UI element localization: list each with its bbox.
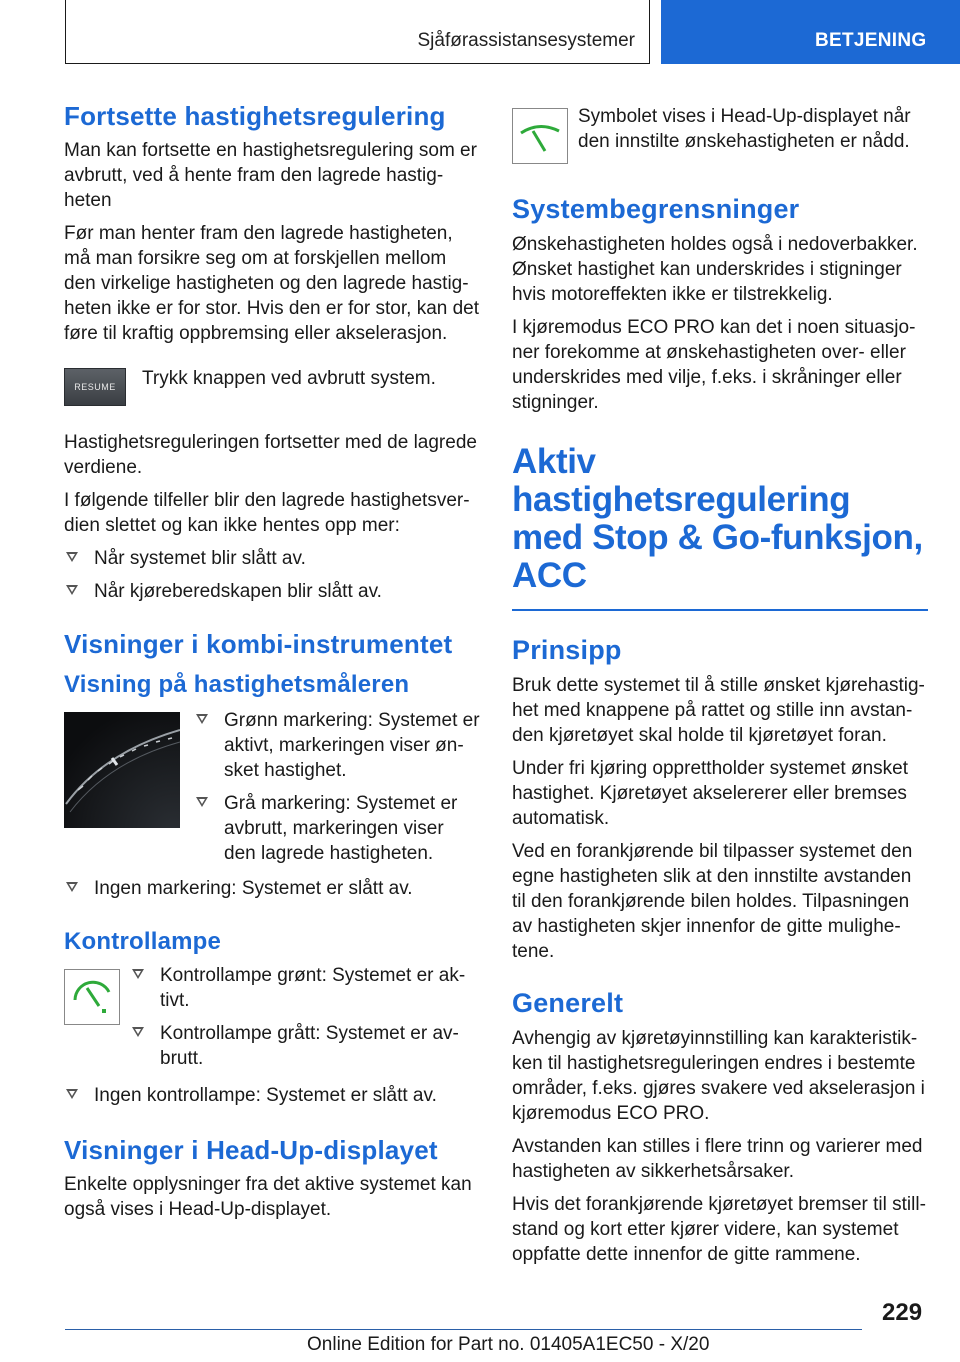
- paragraph: Før man henter fram den lagrede hastigheten, må man forsikre seg om at forskjellen mellom den virkelige hastigheten og den lagrede hastigheten ikke er for stor. Hvis den er for stor, kan det føre til kraftig oppbremsing eller akselerasjon.: [64, 223, 480, 344]
- heading-fortsette: Fortsette hastighetsregulering: [64, 101, 446, 131]
- heading-kontrollampe: Kontrollampe: [64, 928, 222, 955]
- heading-visninger-kombi: Visninger i kombi-instrumentet: [64, 629, 453, 659]
- paragraph: Bruk dette systemet til å stille ønsket kjørehastighet med knappene på rattet og stille inn avstanden kjøretøyet skal holde til kjøretøyet foran.: [512, 675, 925, 746]
- heading-visning-hastighetsmaler: Visning på hastighetsmåleren: [64, 671, 410, 698]
- heading-prinsipp: Prinsipp: [512, 635, 622, 665]
- header-chapter-tab: [661, 0, 960, 64]
- paragraph: Under fri kjøring opprettholder systemet ønsket hastighet. Kjøretøyet akselererer eller bremses automatisk.: [512, 758, 908, 829]
- list-item: Ingen markering: Systemet er slått av.: [64, 876, 480, 901]
- bullet-triangle-icon: [66, 1089, 78, 1099]
- paragraph: Avhengig av kjøretøyinnstilling kan karakteristikken til hastighetsreguleringen endres i bestemte områder, f.eks. gjøres svakere ved akselerasjon i kjøremodus ECO PRO.: [512, 1028, 925, 1124]
- resume-button-label: RESUME: [74, 382, 116, 392]
- list-item: Ingen kontrollampe: Systemet er slått av.: [64, 1083, 480, 1108]
- speedometer-green-lamp-icon: [64, 969, 120, 1025]
- header-chapter-title: BETJENING: [815, 30, 927, 51]
- list-item: Når kjøreberedskapen blir slått av.: [64, 579, 480, 604]
- paragraph: Ønskehastigheten holdes også i nedoverbakker. Ønsket hastighet kan underskrides i stigninger hvis motoreffekten ikke er tilstrekkelig.: [512, 234, 918, 305]
- footer-divider: [65, 1329, 862, 1330]
- hud-symbol-text: Symbolet vises i Head-Up-displayet når den innstilte ønskehastigheten er nådd.: [578, 106, 911, 152]
- resume-text: Trykk knappen ved avbrutt system.: [142, 368, 436, 389]
- paragraph: Avstanden kan stilles i flere trinn og varierer med hastigheten av sikkerhetsårsaker.: [512, 1136, 923, 1182]
- list-item: Grønn markering: Systemet er aktivt, markeringen viser ønsket hastighet.: [194, 708, 480, 783]
- right-column: [512, 100, 928, 1267]
- speedometer-image-icon: [64, 712, 180, 828]
- bullet-triangle-icon: [196, 714, 208, 724]
- bullet-triangle-icon: [66, 552, 78, 562]
- paragraph: Ved en forankjørende bil tilpasser systemet den egne hastigheten slik at den innstilte avstanden til den forankjørende bilen holdes. Tilpasningen av hastigheten skjer innenfor de gitte mulighetene.: [512, 841, 913, 962]
- list-item: Grå markering: Systemet er avbrutt, markeringen viser den lagrede hastigheten.: [194, 791, 480, 866]
- page-number: 229: [882, 1299, 923, 1326]
- paragraph: Enkelte opplysninger fra det aktive systemet kan også vises i Head-Up-displayet.: [64, 1174, 472, 1220]
- heading-systembegrensninger: Systembegrensninger: [512, 194, 800, 224]
- bullet-triangle-icon: [196, 797, 208, 807]
- list-item: Kontrollampe grønt: Systemet er aktivt.: [130, 963, 480, 1013]
- heading-underline: [512, 609, 928, 611]
- left-column: [64, 100, 480, 1222]
- hud-symbol-row: [512, 100, 928, 164]
- paragraph: Man kan fortsette en hastighetsregulering som er avbrutt, ved å hente fram den lagrede hastigheten: [64, 140, 477, 211]
- header-section-box: [65, 0, 650, 64]
- paragraph: Hastighetsreguleringen fortsetter med de lagrede verdiene.: [64, 432, 477, 478]
- footer-edition-text: Online Edition for Part no. 01405A1EC50 - X/20: [307, 1334, 710, 1355]
- paragraph: I følgende tilfeller blir den lagrede hastighetsverdien slettet og kan ikke hentes opp mer:: [64, 490, 470, 536]
- lamp-row: [64, 965, 480, 1071]
- bullet-triangle-icon: [132, 1027, 144, 1037]
- paragraph: I kjøremodus ECO PRO kan det i noen situasjoner forekomme at ønskehastigheten over- eller underskrides med vilje, f.eks. i skråninger eller stigninger.: [512, 317, 916, 413]
- resume-row: [64, 368, 480, 406]
- list-item: Kontrollampe grått: Systemet er avbrutt.: [130, 1021, 480, 1071]
- resume-button-icon: [64, 368, 126, 406]
- bullet-triangle-icon: [132, 969, 144, 979]
- heading-visninger-hud: Visninger i Head-Up-displayet: [64, 1135, 438, 1165]
- list-item: Når systemet blir slått av.: [64, 546, 480, 571]
- bullet-triangle-icon: [66, 882, 78, 892]
- header-section-title: Sjåførassistansesystemer: [417, 30, 635, 51]
- heading-generelt: Generelt: [512, 988, 624, 1018]
- paragraph: Hvis det forankjørende kjøretøyet bremser til stillstand og kort etter kjører videre, kan systemet oppfatte dette innenfor de gitte rammene.: [512, 1194, 926, 1265]
- hud-speed-symbol-icon: [512, 108, 568, 164]
- speedometer-row: [64, 712, 480, 866]
- bullet-triangle-icon: [66, 585, 78, 595]
- heading-aktiv-hastighetsregulering: Aktiv hastighetsregulering med Stop & Go-funksjon, ACC: [512, 442, 923, 595]
